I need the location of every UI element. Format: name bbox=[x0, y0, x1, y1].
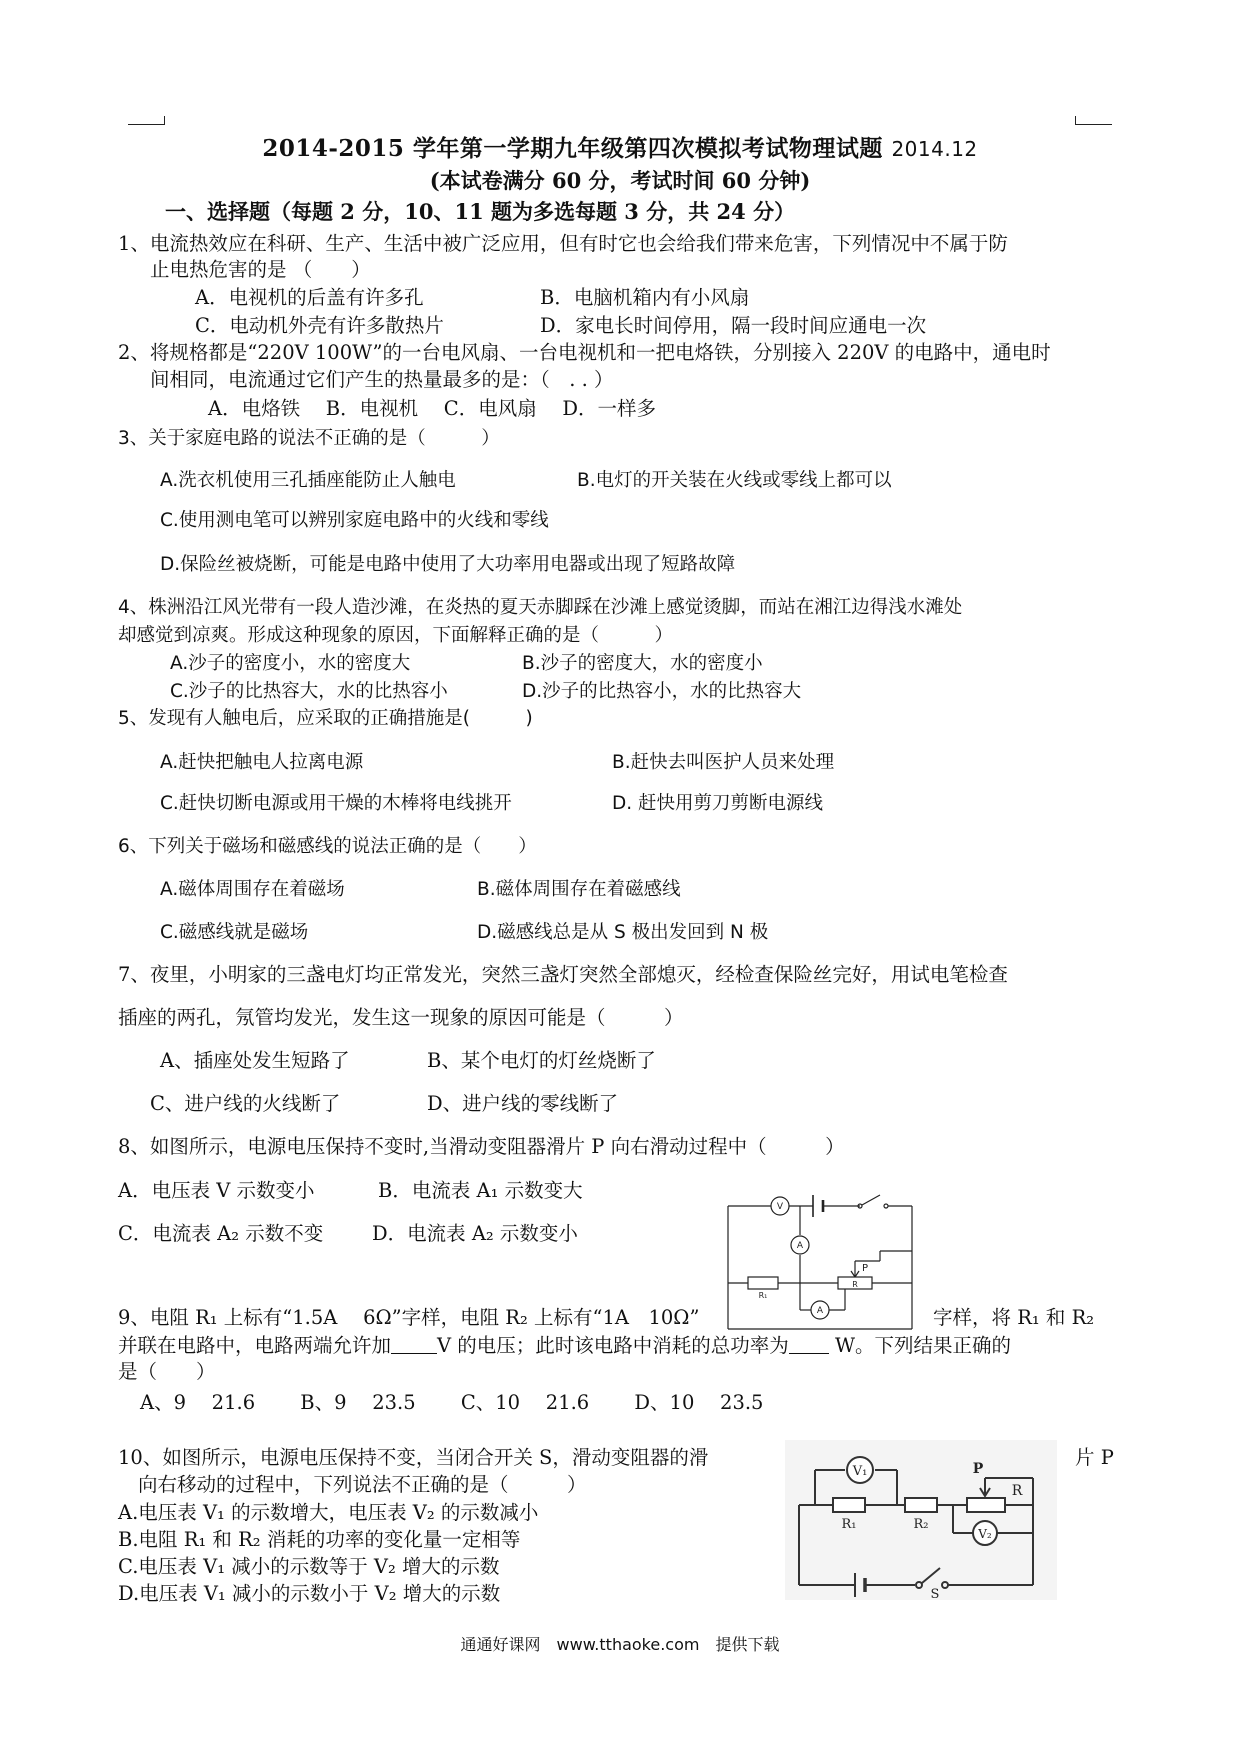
q9-text-part3: W。下列结果正确的 bbox=[828, 1334, 1012, 1357]
q1-stem-line2: 止电热危害的是 （ ） bbox=[150, 258, 371, 281]
q9-blank-voltage bbox=[391, 1335, 437, 1354]
q7-option-d: D、进户线的零线断了 bbox=[427, 1092, 619, 1115]
q9-stem-line3: 是（ ） bbox=[118, 1360, 216, 1383]
q5-option-c: C.赶快切断电源或用干燥的木棒将电线挑开 bbox=[160, 793, 512, 814]
q7-stem-line2: 插座的两孔，氖管均发光，发生这一现象的原因可能是（ ） bbox=[118, 1006, 684, 1029]
q10-stem-line1b: 片 P bbox=[1075, 1446, 1114, 1469]
q3-option-b: B.电灯的开关装在火线或零线上都可以 bbox=[577, 470, 892, 491]
slider-p-label: P bbox=[972, 1461, 984, 1477]
exam-date: 2014.12 bbox=[891, 137, 978, 161]
q10-circuit-diagram bbox=[785, 1440, 1057, 1600]
title-text: 2014-2015 学年第一学期九年级第四次模拟考试物理试题 bbox=[262, 135, 883, 162]
q8-option-d: D．电流表 A₂ 示数变小 bbox=[372, 1222, 578, 1245]
q10-option-d: D.电压表 V₁ 减小的示数小于 V₂ 增大的示数 bbox=[118, 1582, 501, 1605]
exam-subtitle: (本试卷满分 60 分，考试时间 60 分钟) bbox=[429, 168, 811, 193]
q8-circuit-diagram bbox=[720, 1183, 925, 1333]
q9-text-part2: V 的电压；此时该电路中消耗的总功率为 bbox=[437, 1334, 789, 1357]
q3-option-a: A.洗衣机使用三孔插座能防止人触电 bbox=[160, 470, 456, 491]
q2-stem-line2: 间相同，电流通过它们产生的热量最多的是：（ . . ） bbox=[150, 368, 614, 391]
q4-option-c: C.沙子的比热容大，水的比热容小 bbox=[170, 681, 448, 702]
rheostat-r-label: R bbox=[852, 1280, 858, 1289]
q4-option-d: D.沙子的比热容小，水的比热容大 bbox=[522, 681, 802, 702]
voltmeter-v2-label: V₂ bbox=[978, 1527, 992, 1541]
q2-options: A．电烙铁 B．电视机 C．电风扇 D．一样多 bbox=[208, 397, 657, 420]
q5-stem: 5、发现有人触电后，应采取的正确措施是( ) bbox=[118, 708, 533, 729]
q4-stem-line1: 4、株洲沿江风光带有一段人造沙滩，在炎热的夏天赤脚踩在沙滩上感觉烫脚，而站在湘江边得浅水滩处 bbox=[118, 597, 963, 618]
section-heading: 一、选择题（每题 2 分，10、11 题为多选每题 3 分，共 24 分） bbox=[165, 199, 796, 224]
q4-option-a: A.沙子的密度小，水的密度大 bbox=[170, 653, 411, 674]
q7-option-a: A、插座处发生短路了 bbox=[160, 1049, 350, 1072]
q1-option-c: C．电动机外壳有许多散热片 bbox=[195, 314, 444, 337]
crop-mark-left bbox=[128, 116, 165, 125]
q5-option-a: A.赶快把触电人拉离电源 bbox=[160, 752, 364, 773]
q9-stem-line1b: 字样，将 R₁ 和 R₂ bbox=[933, 1306, 1095, 1329]
q8-option-a: A．电压表 V 示数变小 bbox=[118, 1179, 315, 1202]
crop-mark-right bbox=[1075, 116, 1112, 125]
q1-option-a: A．电视机的后盖有许多孔 bbox=[195, 286, 424, 309]
q4-option-b: B.沙子的密度大，水的密度小 bbox=[522, 653, 763, 674]
q1-option-b: B．电脑机箱内有小风扇 bbox=[540, 286, 750, 309]
voltmeter-v1-label: V₁ bbox=[852, 1464, 868, 1479]
q6-stem: 6、下列关于磁场和磁感线的说法正确的是（ ） bbox=[118, 836, 537, 857]
q3-stem: 3、关于家庭电路的说法不正确的是（ ） bbox=[118, 428, 500, 449]
rheostat-r-label: R bbox=[1011, 1483, 1023, 1499]
slider-p-label: P bbox=[861, 1263, 869, 1274]
q4-stem-line2: 却感觉到凉爽。形成这种现象的原因，下面解释正确的是（ ） bbox=[118, 625, 674, 646]
q10-option-b: B.电阻 R₁ 和 R₂ 消耗的功率的变化量一定相等 bbox=[118, 1528, 521, 1551]
q10-option-a: A.电压表 V₁ 的示数增大，电压表 V₂ 的示数减小 bbox=[118, 1501, 539, 1524]
ammeter-a2-label: A bbox=[816, 1306, 824, 1316]
q3-option-c: C.使用测电笔可以辨别家庭电路中的火线和零线 bbox=[160, 510, 549, 531]
q9-text-part1: 并联在电路中，电路两端允许加 bbox=[118, 1334, 392, 1357]
ammeter-a1-label: A bbox=[796, 1241, 804, 1251]
page-footer: 通通好课网 www.tthaoke.com 提供下载 bbox=[460, 1635, 780, 1654]
voltmeter-v-label: V bbox=[776, 1202, 784, 1212]
q9-stem-line2 bbox=[118, 1333, 1011, 1359]
q9-options: A、9 21.6 B、9 23.5 C、10 21.6 D、10 23.5 bbox=[140, 1391, 764, 1414]
resistor-r1-label: R₁ bbox=[841, 1517, 857, 1532]
q1-stem-line1: 1、电流热效应在科研、生产、生活中被广泛应用，但有时它也会给我们带来危害，下列情况中不属于防 bbox=[118, 232, 1008, 255]
q10-stem-line2: 向右移动的过程中，下列说法不正确的是（ ） bbox=[138, 1473, 587, 1496]
switch-s-label: S bbox=[930, 1587, 940, 1600]
q8-stem: 8、如图所示，电源电压保持不变时,当滑动变阻器滑片 P 向右滑动过程中（ ） bbox=[118, 1135, 845, 1158]
q1-option-d: D．家电长时间停用，隔一段时间应通电一次 bbox=[540, 314, 927, 337]
q7-option-c: C、进户线的火线断了 bbox=[150, 1092, 341, 1115]
q9-blank-power bbox=[789, 1335, 829, 1354]
q10-stem-line1a: 10、如图所示，电源电压保持不变，当闭合开关 S，滑动变阻器的滑 bbox=[118, 1446, 709, 1469]
q8-option-b: B．电流表 A₁ 示数变大 bbox=[378, 1179, 583, 1202]
q10-option-c: C.电压表 V₁ 减小的示数等于 V₂ 增大的示数 bbox=[118, 1555, 500, 1578]
q7-stem-line1: 7、夜里，小明家的三盏电灯均正常发光，突然三盏灯突然全部熄灭，经检查保险丝完好，用试电笔检查 bbox=[118, 963, 1008, 986]
q5-option-b: B.赶快去叫医护人员来处理 bbox=[612, 752, 835, 773]
q2-stem-line1: 2、将规格都是“220V 100W”的一台电风扇、一台电视机和一把电烙铁，分别接入 220V 的电路中，通电时 bbox=[118, 341, 1051, 364]
exam-title bbox=[0, 130, 1240, 163]
q6-option-c: C.磁感线就是磁场 bbox=[160, 922, 309, 943]
q3-option-d: D.保险丝被烧断，可能是电路中使用了大功率用电器或出现了短路故障 bbox=[160, 554, 736, 575]
q8-option-c: C．电流表 A₂ 示数不变 bbox=[118, 1222, 324, 1245]
q6-option-a: A.磁体周围存在着磁场 bbox=[160, 879, 345, 900]
q7-option-b: B、某个电灯的灯丝烧断了 bbox=[427, 1049, 656, 1072]
resistor-r1-label: R₁ bbox=[758, 1291, 768, 1300]
q6-option-d: D.磁感线总是从 S 极出发回到 N 极 bbox=[477, 922, 769, 943]
resistor-r2-label: R₂ bbox=[913, 1517, 929, 1532]
q9-stem-line1a: 9、电阻 R₁ 上标有“1.5A 6Ω”字样，电阻 R₂ 上标有“1A 10Ω” bbox=[118, 1306, 700, 1329]
q6-option-b: B.磁体周围存在着磁感线 bbox=[477, 879, 681, 900]
q5-option-d: D. 赶快用剪刀剪断电源线 bbox=[612, 793, 824, 814]
